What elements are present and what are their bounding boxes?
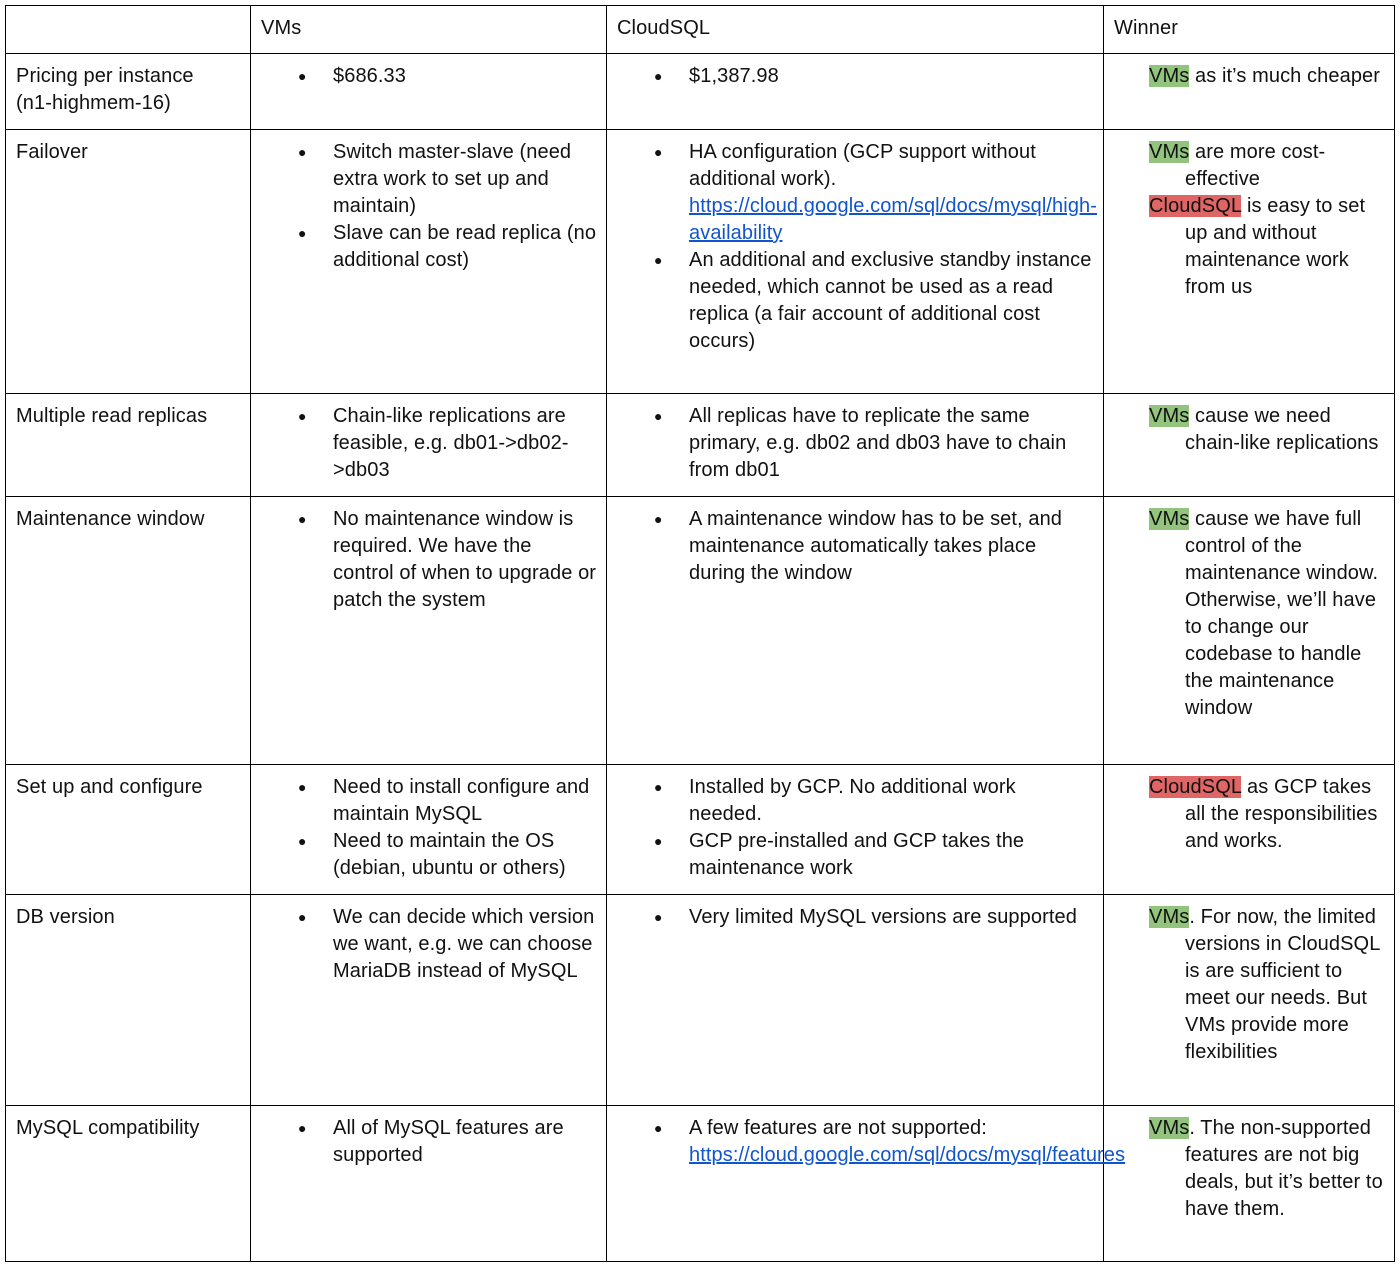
bullet-text: HA configuration (GCP support without additional work). bbox=[689, 141, 1036, 190]
cloudsql-cell bbox=[607, 765, 1104, 895]
table-row bbox=[6, 130, 1395, 394]
cloudsql-bullet-list bbox=[617, 1115, 1126, 1169]
vms-cell bbox=[251, 765, 607, 895]
winner-cell bbox=[1104, 394, 1395, 497]
table-row bbox=[6, 497, 1395, 765]
cloudsql-bullet-list bbox=[617, 139, 1098, 355]
cloudsql-cell bbox=[607, 1106, 1126, 1262]
table-body bbox=[6, 6, 1395, 1262]
bullet-item bbox=[261, 139, 597, 220]
bullet-item bbox=[617, 247, 1094, 355]
row-label: DB version bbox=[16, 906, 115, 928]
winner-highlight-badge: VMs bbox=[1149, 141, 1190, 163]
bullet-text: No maintenance window is required. We have the control of when to upgrade or patch the system bbox=[333, 508, 597, 611]
row-label-detail: (n1-highmem-16) bbox=[16, 92, 171, 114]
winner-reason: cause we have full control of the maintenance window. Otherwise, we’ll have to change our codebase to handle the maintenance window bbox=[1185, 508, 1379, 719]
bullet-text: Switch master-slave (need extra work to set up and maintain) bbox=[333, 141, 572, 217]
vms-cell bbox=[251, 130, 607, 394]
bullet-item bbox=[261, 506, 597, 614]
vms-bullet-list bbox=[261, 774, 597, 882]
row-label-cell bbox=[6, 394, 251, 497]
winner-reason: . For now, the limited versions in CloudSQL is are sufficient to meet our needs. But VMs provide more flexibilities bbox=[1185, 906, 1380, 1063]
vms-bullet-list bbox=[261, 139, 597, 274]
bullet-item bbox=[617, 139, 1098, 247]
bullet-text: We can decide which version we want, e.g. we can choose MariaDB instead of MySQL bbox=[333, 906, 595, 982]
bullet-item bbox=[617, 904, 1094, 931]
table-row bbox=[6, 895, 1395, 1106]
winner-verdict bbox=[1114, 139, 1385, 193]
bullet-text: $1,387.98 bbox=[689, 65, 779, 87]
winner-verdict bbox=[1114, 774, 1385, 855]
table-row bbox=[6, 394, 1395, 497]
vms-cell bbox=[251, 497, 607, 765]
vms-cell bbox=[251, 54, 607, 130]
cloudsql-cell bbox=[607, 130, 1104, 394]
bullet-text: Slave can be read replica (no additional cost) bbox=[333, 222, 597, 271]
bullet-text: A maintenance window has to be set, and maintenance automatically takes place during the window bbox=[689, 508, 1063, 584]
bullet-text: $686.33 bbox=[333, 65, 406, 87]
bullet-item bbox=[261, 1115, 597, 1169]
cloudsql-cell bbox=[607, 497, 1104, 765]
winner-reason: cause we need chain-like replications bbox=[1185, 405, 1379, 454]
docs-link[interactable]: https://cloud.google.com/sql/docs/mysql/features bbox=[689, 1144, 1126, 1166]
row-label: Pricing per instance bbox=[16, 65, 194, 87]
table-row bbox=[6, 765, 1395, 895]
bullet-item bbox=[261, 63, 597, 90]
vms-bullet-list bbox=[261, 1115, 597, 1169]
header-cell-label bbox=[6, 6, 251, 54]
vms-bullet-list bbox=[261, 904, 597, 985]
bullet-text: All of MySQL features are supported bbox=[333, 1117, 564, 1166]
vms-bullet-list bbox=[261, 63, 597, 90]
winner-reason: is easy to set up and without maintenance work from us bbox=[1185, 195, 1366, 298]
row-label: Multiple read replicas bbox=[16, 405, 208, 427]
row-label: Maintenance window bbox=[16, 508, 205, 530]
bullet-text: Need to maintain the OS (debian, ubuntu or others) bbox=[333, 830, 566, 879]
bullet-item bbox=[261, 220, 597, 274]
winner-verdict bbox=[1114, 193, 1385, 301]
docs-link[interactable]: https://cloud.google.com/sql/docs/mysql/high-availability bbox=[689, 195, 1098, 244]
bullet-text: GCP pre-installed and GCP takes the maintenance work bbox=[689, 830, 1025, 879]
cloudsql-bullet-list bbox=[617, 774, 1094, 882]
cloudsql-cell bbox=[607, 54, 1104, 130]
bullet-text: A few features are not supported: bbox=[689, 1117, 987, 1139]
row-label-cell bbox=[6, 895, 251, 1106]
winner-cell bbox=[1104, 895, 1395, 1106]
bullet-text: An additional and exclusive standby instance needed, which cannot be used as a read replica (a fair account of additional cost occurs) bbox=[689, 249, 1092, 352]
winner-cell bbox=[1104, 1106, 1395, 1262]
cloudsql-bullet-list bbox=[617, 904, 1094, 931]
bullet-item bbox=[617, 774, 1094, 828]
winner-verdict bbox=[1114, 904, 1385, 1066]
cloudsql-bullet-list bbox=[617, 506, 1094, 587]
vms-bullet-list bbox=[261, 403, 597, 484]
bullet-item bbox=[617, 403, 1094, 484]
winner-verdict bbox=[1114, 63, 1385, 90]
bullet-text: Chain-like replications are feasible, e.g. db01->db02->db03 bbox=[333, 405, 569, 481]
row-label: MySQL compatibility bbox=[16, 1117, 200, 1139]
bullet-text: All replicas have to replicate the same primary, e.g. db02 and db03 have to chain from db01 bbox=[689, 405, 1067, 481]
winner-highlight-badge: VMs bbox=[1149, 405, 1190, 427]
vms-bullet-list bbox=[261, 506, 597, 614]
winner-highlight-badge: VMs bbox=[1149, 906, 1190, 928]
bullet-item bbox=[617, 828, 1094, 882]
comparison-table bbox=[5, 5, 1395, 1262]
cloudsql-bullet-list bbox=[617, 403, 1094, 484]
bullet-item bbox=[617, 63, 1094, 90]
header-row bbox=[6, 6, 1395, 54]
row-label: Failover bbox=[16, 141, 88, 163]
header-cell-winner: Winner bbox=[1104, 6, 1395, 54]
winner-highlight-badge: VMs bbox=[1149, 508, 1190, 530]
bullet-item bbox=[261, 828, 597, 882]
table-row bbox=[6, 54, 1395, 130]
winner-verdict bbox=[1114, 403, 1385, 457]
cloudsql-bullet-list bbox=[617, 63, 1094, 90]
winner-verdict bbox=[1114, 1115, 1385, 1223]
winner-reason: as GCP takes all the responsibilities and works. bbox=[1185, 776, 1378, 852]
bullet-item bbox=[261, 403, 597, 484]
bullet-text: Very limited MySQL versions are supported bbox=[689, 906, 1077, 928]
cloudsql-cell bbox=[607, 394, 1104, 497]
bullet-item bbox=[617, 506, 1094, 587]
cloudsql-cell bbox=[607, 895, 1104, 1106]
winner-cell bbox=[1104, 497, 1395, 765]
vms-cell bbox=[251, 895, 607, 1106]
header-cell-vms: VMs bbox=[251, 6, 607, 54]
winner-highlight-badge: VMs bbox=[1149, 65, 1190, 87]
vms-cell bbox=[251, 394, 607, 497]
winner-cell bbox=[1104, 130, 1395, 394]
winner-highlight-badge: VMs bbox=[1149, 1117, 1190, 1139]
bullet-text: Need to install configure and maintain MySQL bbox=[333, 776, 590, 825]
winner-reason: . The non-supported features are not big deals, but it’s better to have them. bbox=[1185, 1117, 1383, 1220]
row-label-cell bbox=[6, 765, 251, 895]
vms-cell bbox=[251, 1106, 607, 1262]
table-row bbox=[6, 1106, 1395, 1262]
winner-reason: as it’s much cheaper bbox=[1189, 65, 1381, 87]
bullet-item bbox=[617, 1115, 1126, 1169]
bullet-item bbox=[261, 904, 597, 985]
row-label-cell bbox=[6, 497, 251, 765]
bullet-item bbox=[261, 774, 597, 828]
winner-highlight-badge: CloudSQL bbox=[1149, 195, 1242, 217]
winner-cell bbox=[1104, 54, 1395, 130]
winner-highlight-badge: CloudSQL bbox=[1149, 776, 1242, 798]
row-label-cell bbox=[6, 1106, 251, 1262]
bullet-text: Installed by GCP. No additional work needed. bbox=[689, 776, 1016, 825]
row-label-cell bbox=[6, 130, 251, 394]
winner-cell bbox=[1104, 765, 1395, 895]
header-cell-cloudsql: CloudSQL bbox=[607, 6, 1104, 54]
row-label-cell bbox=[6, 54, 251, 130]
winner-verdict bbox=[1114, 506, 1385, 722]
row-label: Set up and configure bbox=[16, 776, 203, 798]
winner-reason: are more cost-effective bbox=[1185, 141, 1326, 190]
